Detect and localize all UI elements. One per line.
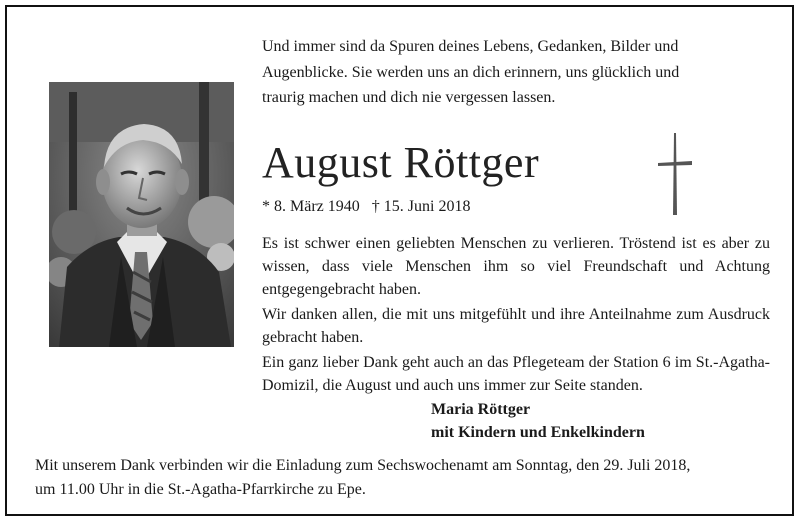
- body-paragraph: Wir danken allen, die mit uns mitgefühlt und ihre Anteilnahme zum Ausdruck gebracht haben.: [262, 306, 770, 346]
- portrait-photo: [49, 82, 234, 347]
- body-paragraph: Es ist schwer einen geliebten Menschen zu verlieren. Tröstend ist es aber zu wissen, dass viele Menschen ihm so viel Freundschaft und Achtung entgegengebracht haben.: [262, 235, 770, 298]
- signature: [431, 398, 645, 444]
- closing-line: um 11.00 Uhr in die St.-Agatha-Pfarrkirche zu Epe.: [35, 481, 366, 498]
- closing-invitation: [35, 454, 775, 502]
- closing-line: Mit unserem Dank verbinden wir die Einladung zum Sechswochenamt am Sonntag, den 29. Juli 2018,: [35, 457, 691, 474]
- life-dates: [262, 197, 470, 217]
- cross-icon: [655, 129, 695, 224]
- signature-family: mit Kindern und Enkelkindern: [431, 424, 645, 441]
- gratitude-text: [262, 232, 770, 397]
- death-date: † 15. Juni 2018: [371, 198, 471, 215]
- portrait-photo-graphic: [49, 82, 234, 347]
- intro-line: traurig machen und dich nie vergessen lassen.: [262, 89, 556, 106]
- intro-verse: [262, 34, 762, 111]
- intro-line: Und immer sind da Spuren deines Lebens, Gedanken, Bilder und: [262, 38, 679, 55]
- deceased-name: August Röttger: [262, 138, 540, 187]
- birth-date: * 8. März 1940: [262, 198, 360, 215]
- obituary-card: [5, 5, 794, 516]
- body-paragraph: Ein ganz lieber Dank geht auch an das Pflegeteam der Station 6 im St.-Agatha-Domizil, die August und auch uns immer zur Seite standen.: [262, 354, 770, 394]
- intro-line: Augenblicke. Sie werden uns an dich erinnern, uns glücklich und: [262, 63, 680, 81]
- signature-name: Maria Röttger: [431, 401, 531, 418]
